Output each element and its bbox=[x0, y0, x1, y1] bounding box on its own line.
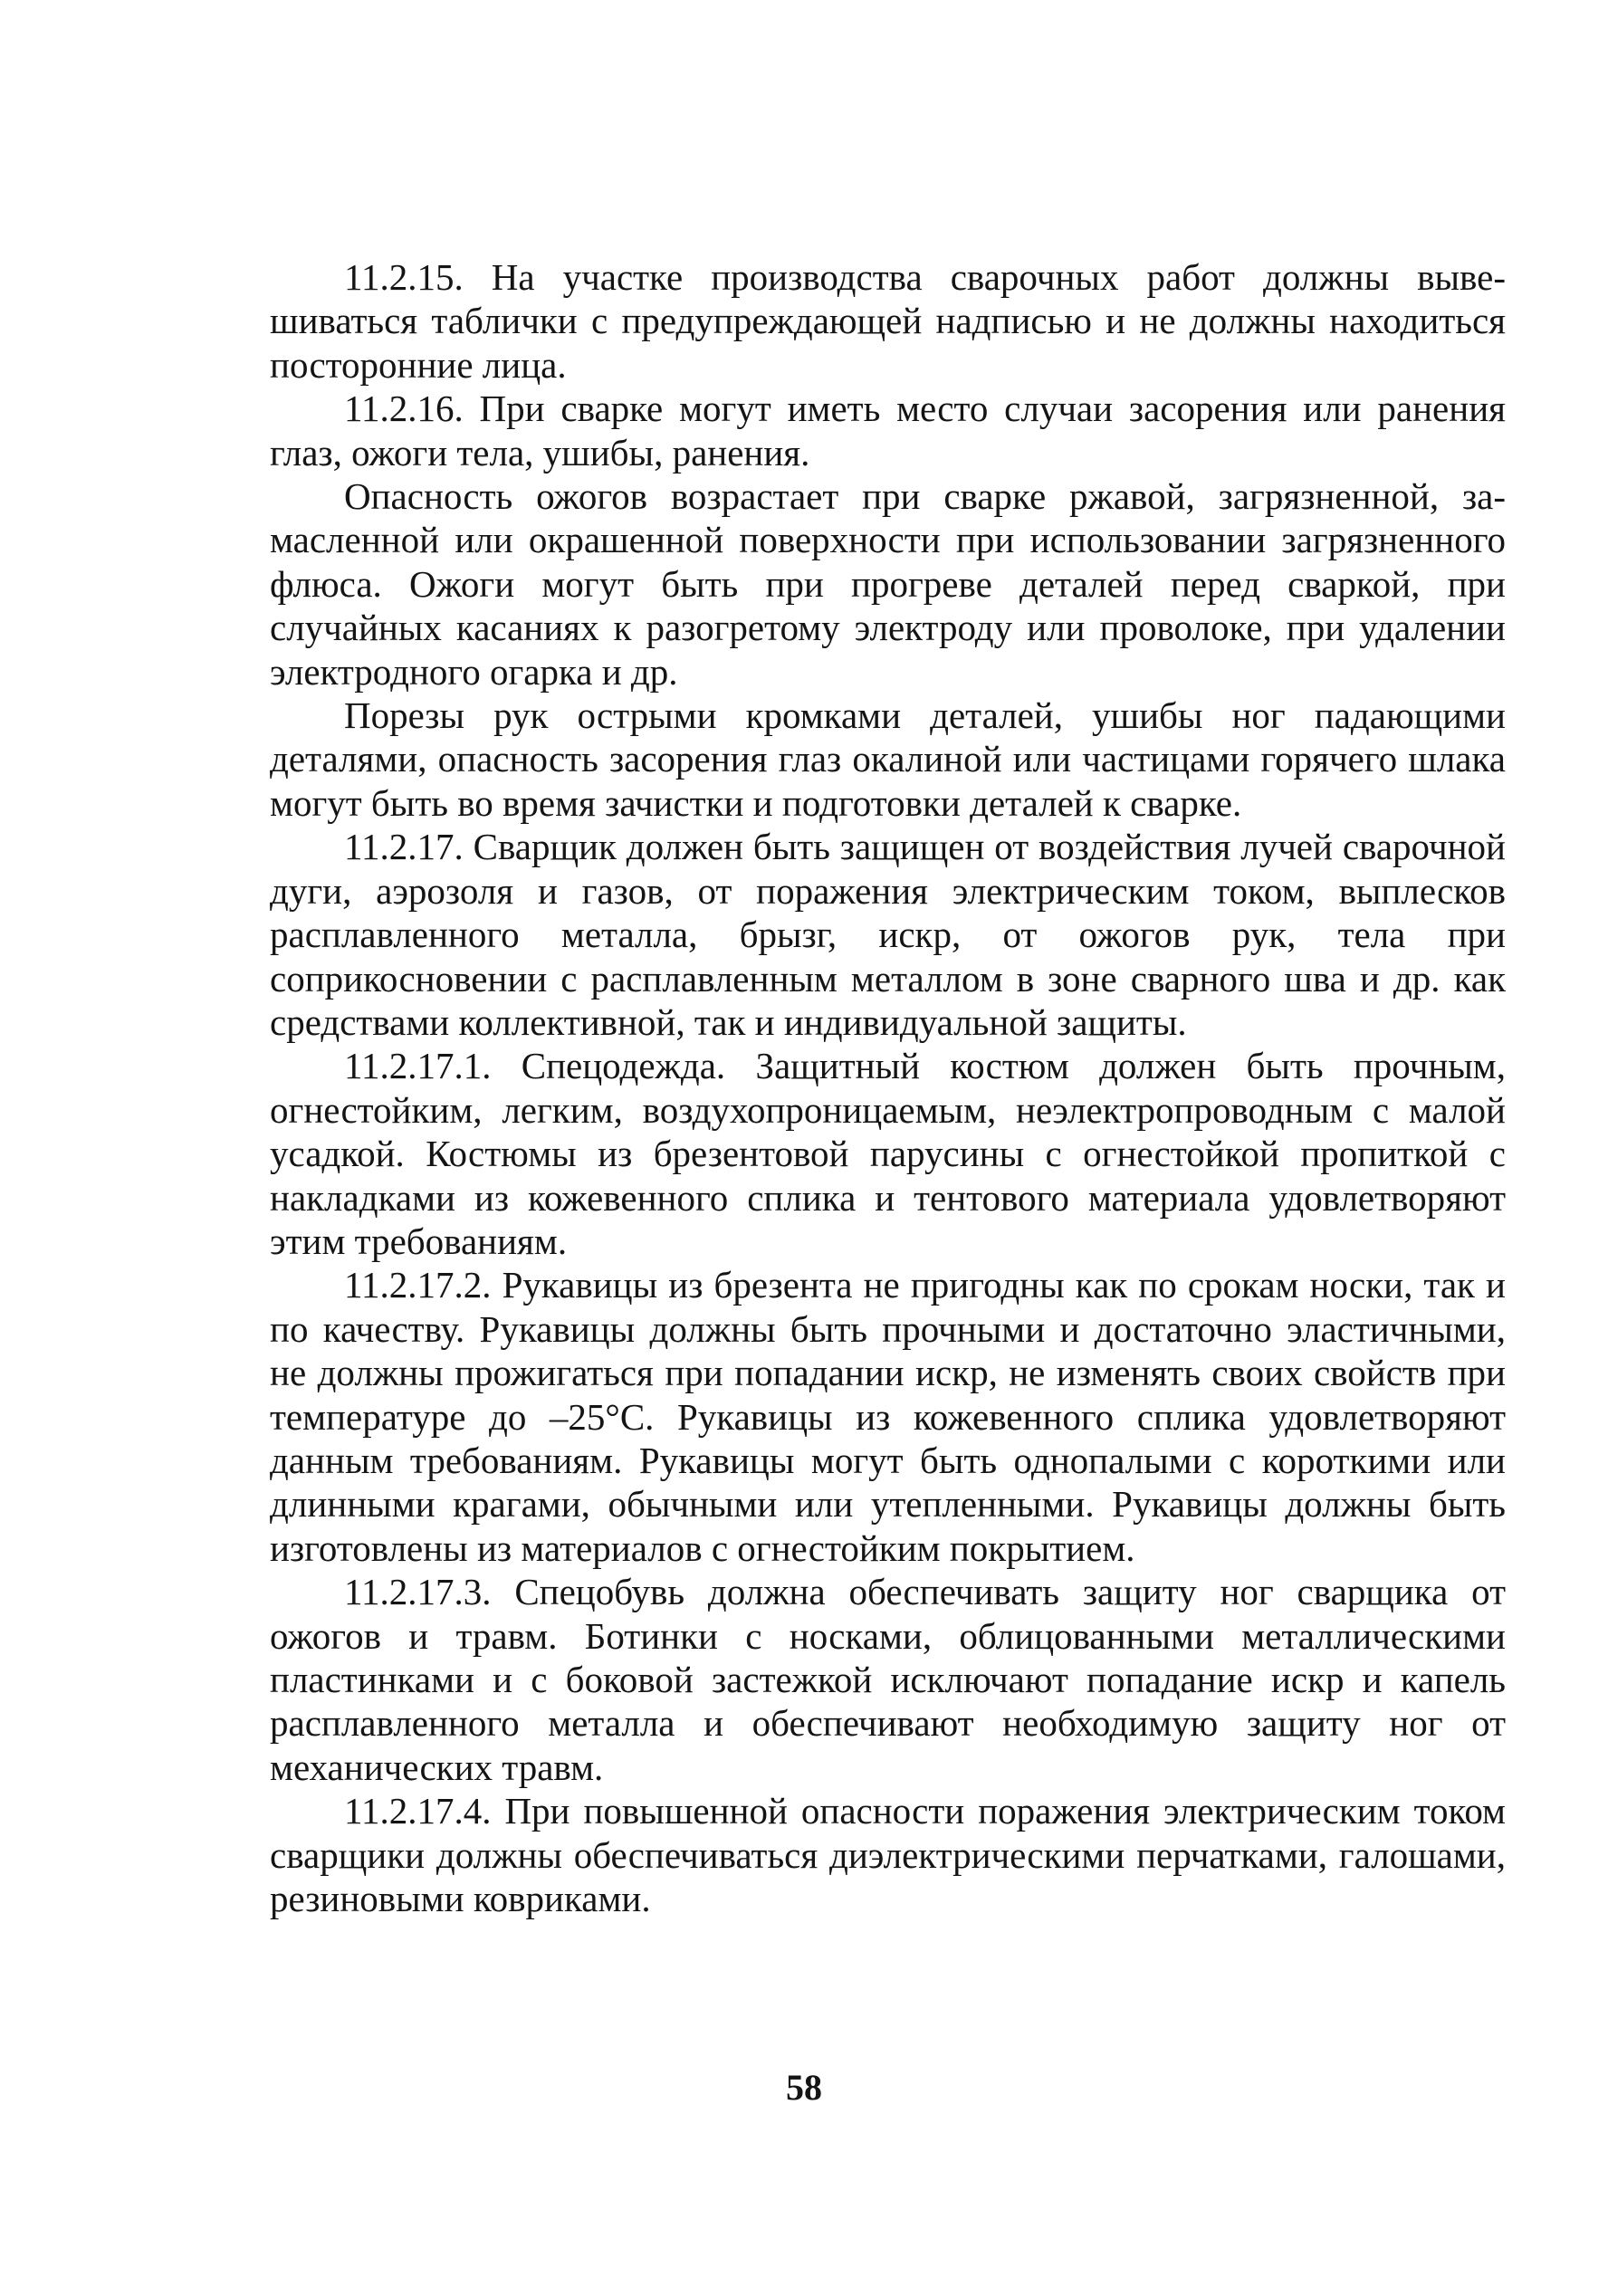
paragraph-11-2-17-3: 11.2.17.3. Спецобувь должна обеспечивать защиту ног сварщика от ожогов и травм. Ботинки с носками, облицованными металлическими пластинками и с боковой застежкой исключают попадание искр и капель расплавленного металла и обеспечивают необходимую защиту ног от механических травм. bbox=[270, 1571, 1506, 1788]
paragraph-11-2-15: 11.2.15. На участке производства сварочных работ должны вывешиваться таблички с предупреждающей надписью и не должны находиться посторонние лица. bbox=[270, 256, 1506, 386]
body-text bbox=[270, 255, 1506, 1920]
paragraph-11-2-16: 11.2.16. При сварке могут иметь место случаи засорения или ранения глаз, ожоги тела, ушибы, ранения. bbox=[270, 387, 1506, 474]
paragraph-cuts-bruises: Порезы рук острыми кромками деталей, ушибы ног падающими деталями, опасность засорения глаз окалиной или частицами горячего шлака могут быть во время зачистки и подготовки деталей к сварке. bbox=[270, 694, 1506, 824]
paragraph-11-2-17-2: 11.2.17.2. Рукавицы из брезента не пригодны как по срокам носки, так и по качеству. Рукавицы должны быть прочными и достаточно эластичными, не должны прожигаться при попадании искр, не изменять своих свойств при температуре до –25°С. Рукавицы из кожевенного сплика удовлетворяют данным требованиям. Рукавицы могут быть однопалыми с короткими или длинными крагами, обычными или утепленными. Рукавицы должны быть изготовлены из материалов с огнестойким покрытием. bbox=[270, 1264, 1506, 1569]
page-number: 58 bbox=[786, 2067, 822, 2108]
paragraph-11-2-17-4: 11.2.17.4. При повышенной опасности поражения электрическим током сварщики должны обеспечиваться диэлектрическими перчатками, галошами, резиновыми ковриками. bbox=[270, 1790, 1506, 1920]
paragraph-11-2-17-1: 11.2.17.1. Спецодежда. Защитный костюм должен быть прочным, огнестойким, легким, воздухопроницаемым, неэлектропроводным с малой усадкой. Костюмы из брезентовой парусины с огнестойкой пропиткой с накладками из кожевенного сплика и тентового материала удовлетворяют этим требованиям. bbox=[270, 1045, 1506, 1262]
paragraph-burn-hazard: Опасность ожогов возрастает при сварке ржавой, загрязненной, замасленной или окрашенной поверхности при использовании загрязненного флюса. Ожоги могут быть при прогреве деталей перед сваркой, при случайных касаниях к разогретому электроду или проволоке, при удалении электродного огарка и др. bbox=[270, 475, 1506, 693]
paragraph-11-2-17: 11.2.17. Сварщик должен быть защищен от воздействия лучей сварочной дуги, аэрозоля и газов, от поражения электрическим током, выплесков расплавленного металла, брызг, искр, от ожогов рук, тела при соприкосновении с расплавленным металлом в зоне сварного шва и др. как средствами коллективной, так и индивидуальной защиты. bbox=[270, 826, 1506, 1043]
